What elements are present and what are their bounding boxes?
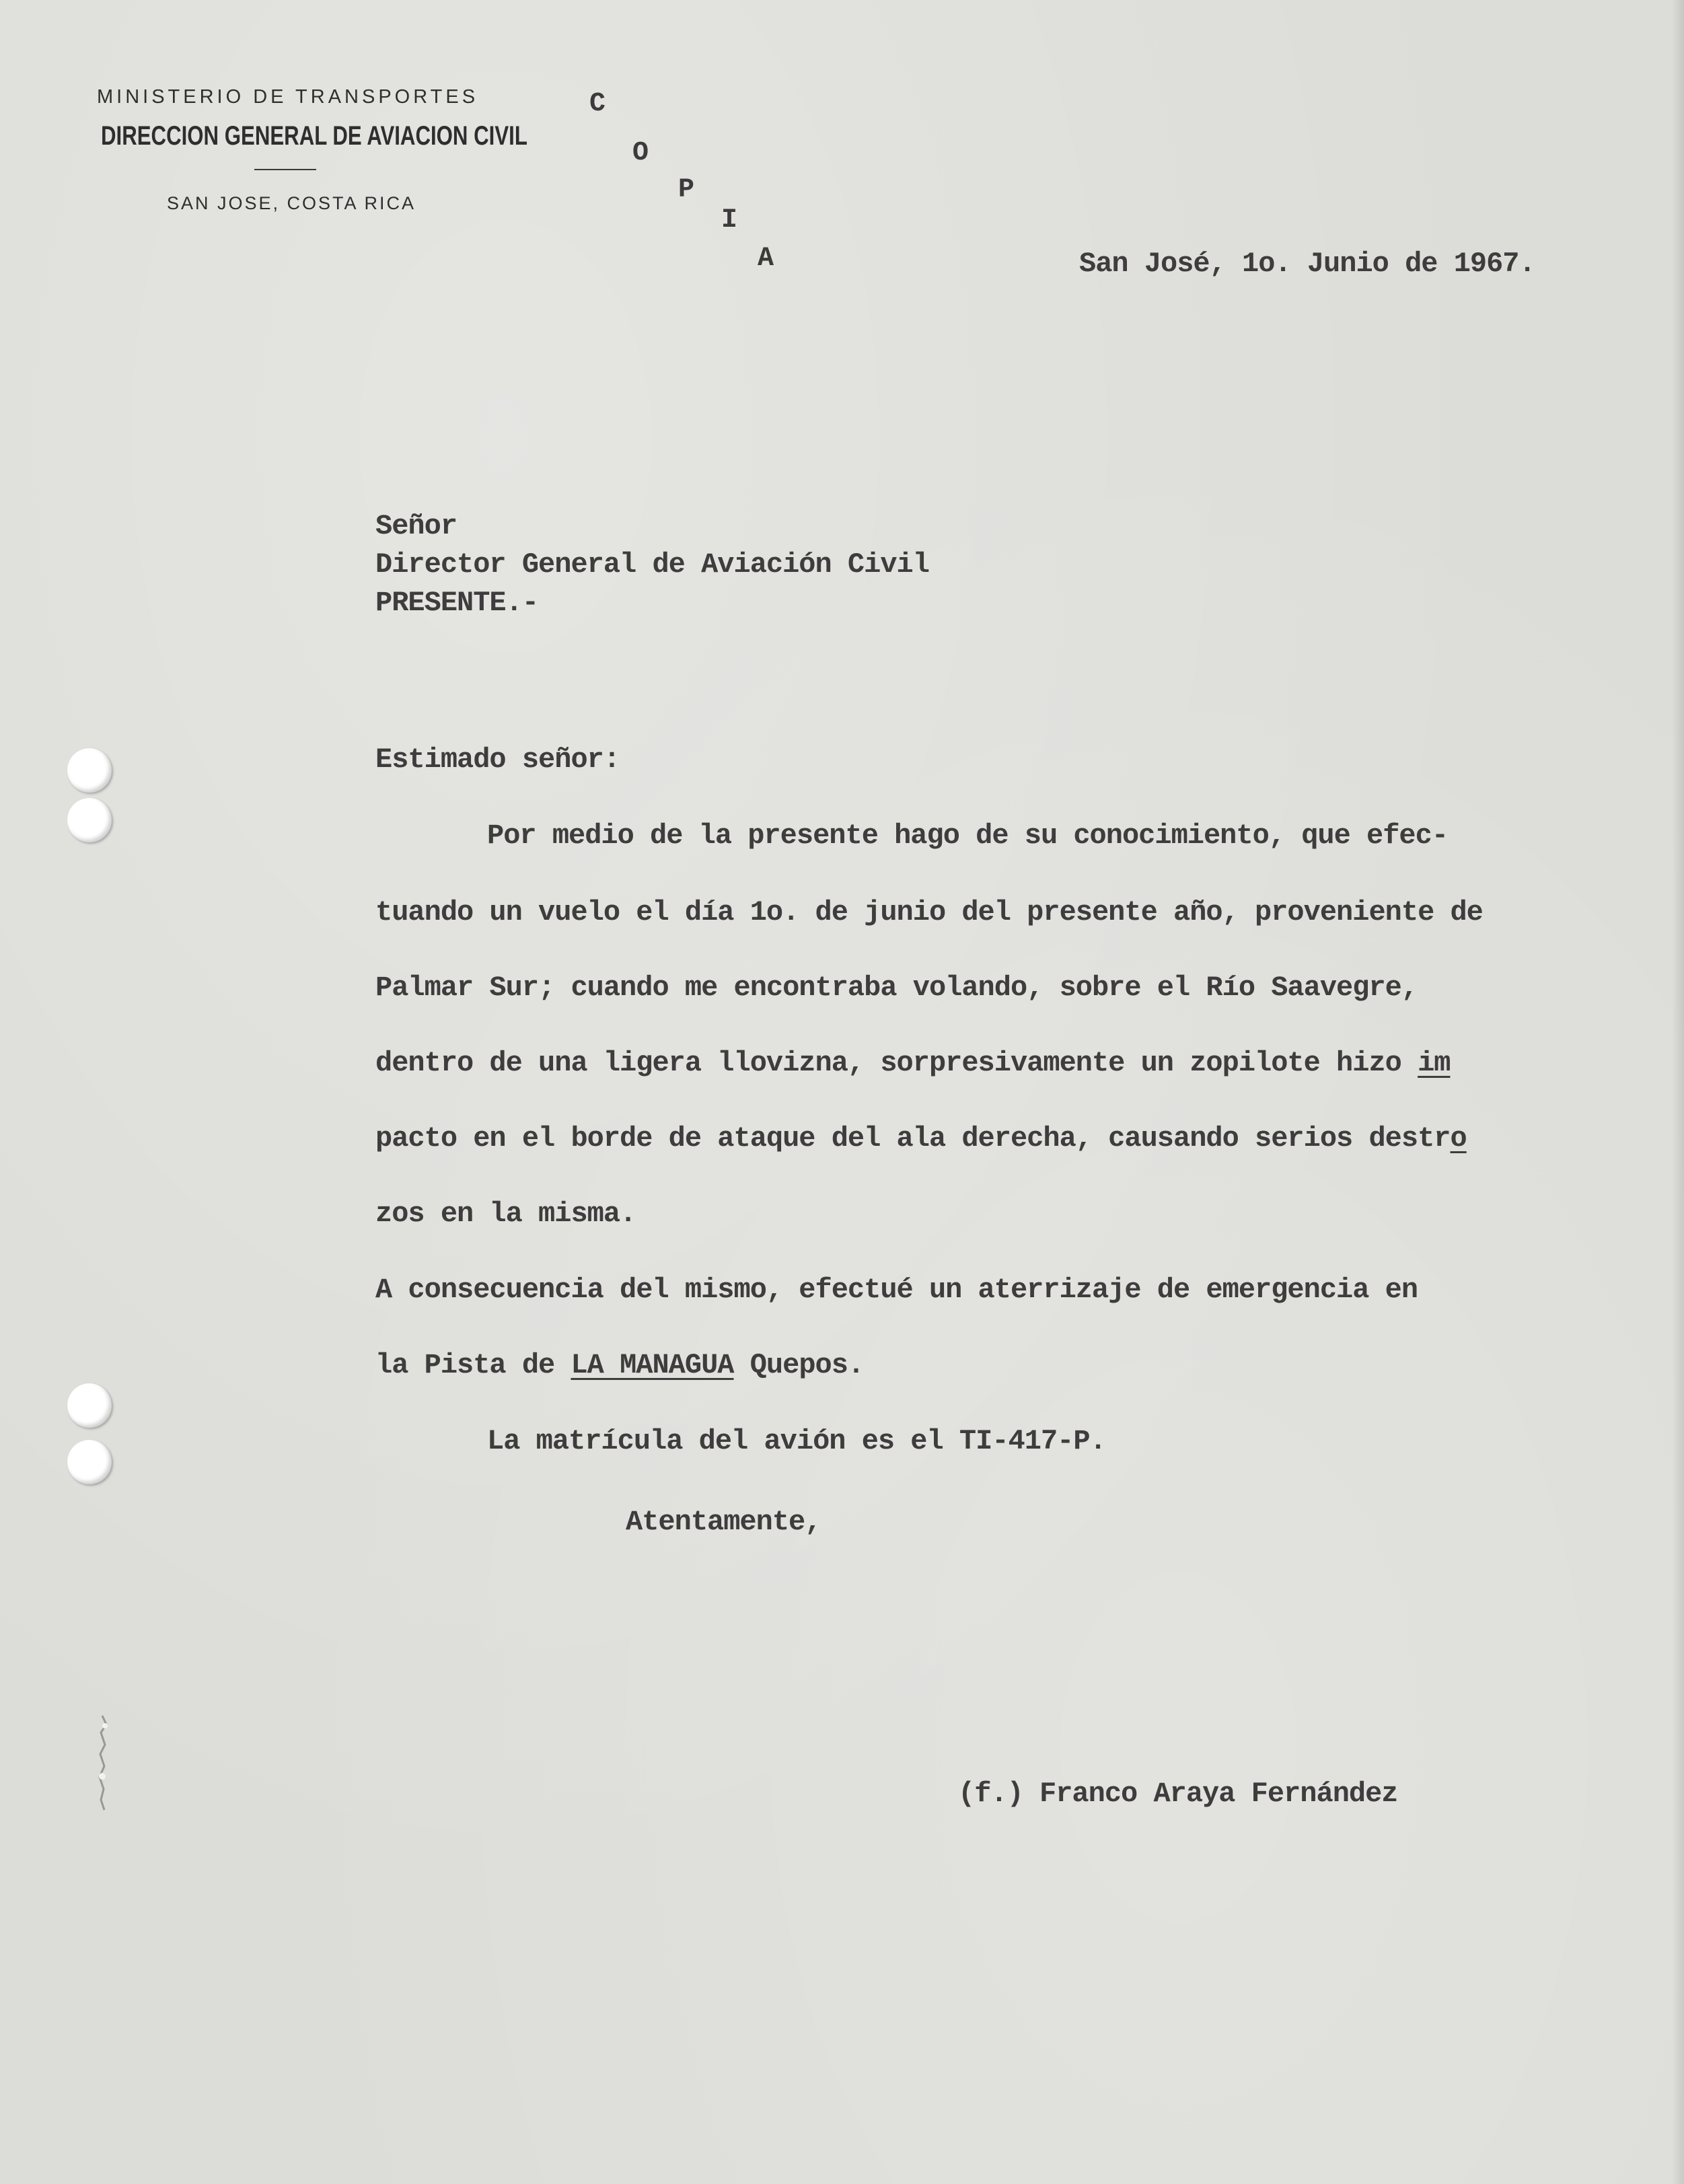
body-line-3: Palmar Sur; cuando me encontraba volando, sobre el Río Saavegre, (375, 972, 1418, 1004)
airstrip-name: LA MANAGUA (571, 1349, 734, 1381)
copy-letter-c: C (589, 89, 606, 119)
paper-tear-mark (94, 1712, 114, 1813)
copy-letter-a: A (758, 244, 774, 274)
binder-hole-3 (67, 1383, 112, 1428)
body-line-8 (375, 1349, 864, 1381)
copy-letter-i: I (721, 205, 738, 235)
body-line-5-text: pacto en el borde de ataque del ala derecha, causando serios destr (375, 1122, 1451, 1155)
copy-letter-o: O (632, 138, 649, 168)
body-line-2: tuando un vuelo el día 1o. de junio del presente año, proveniente de (375, 896, 1483, 929)
body-line-7: A consecuencia del mismo, efectué un aterrizaje de emergencia en (375, 1274, 1418, 1306)
signature: (f.) Franco Araya Fernández (958, 1778, 1398, 1810)
binder-hole-1 (67, 748, 112, 793)
closing: Atentamente, (626, 1506, 821, 1538)
body-line-4-text: dentro de una ligera llovizna, sorpresivamente un zopilote hizo (375, 1047, 1418, 1079)
letterhead-ministry: MINISTERIO DE TRANSPORTES (97, 86, 479, 108)
page-edge-shadow (1672, 0, 1684, 2184)
letter-date: San José, 1o. Junio de 1967. (1079, 248, 1535, 280)
body-line-4 (375, 1047, 1450, 1079)
body-line-6: zos en la misma. (375, 1198, 636, 1230)
body-line-1: Por medio de la presente hago de su conocimiento, que efec- (487, 820, 1449, 852)
letterhead-city: SAN JOSE, COSTA RICA (167, 193, 416, 213)
binder-hole-4 (67, 1440, 112, 1484)
greeting: Estimado señor: (375, 743, 620, 776)
body-line-5 (375, 1122, 1467, 1155)
copy-letter-p: P (678, 175, 695, 205)
recipient-title: Señor (375, 510, 457, 542)
body-line-8-post: Quepos. (733, 1349, 865, 1381)
letterhead-divider (254, 169, 316, 170)
letterhead-direction: DIRECCION GENERAL DE AVIACION CIVIL (101, 121, 527, 151)
body-line-9: La matrícula del avión es el TI-417-P. (487, 1425, 1106, 1457)
binder-hole-2 (67, 798, 112, 842)
body-line-4-underlined: im (1418, 1047, 1451, 1079)
body-line-8-pre: la Pista de (375, 1349, 571, 1381)
recipient-office: Director General de Aviación Civil (375, 548, 929, 581)
recipient-presente: PRESENTE.- (375, 587, 539, 619)
body-line-5-underlined: o (1450, 1122, 1467, 1155)
